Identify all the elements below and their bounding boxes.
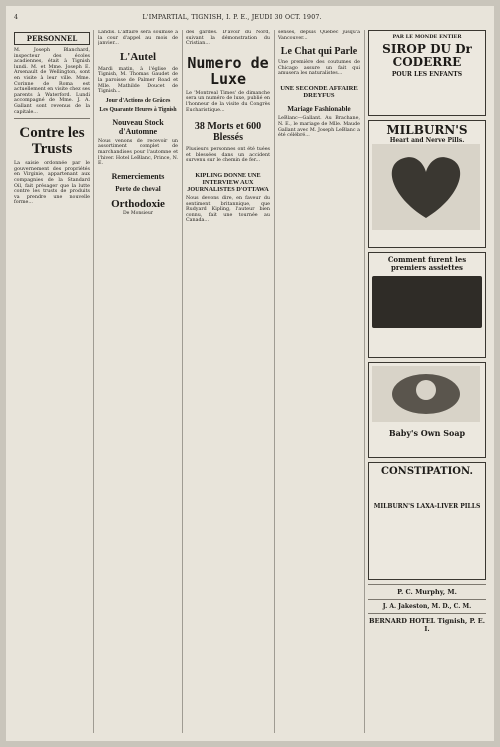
column-2 bbox=[98, 30, 178, 733]
baby-soap-title: Baby's Own Soap bbox=[388, 428, 466, 438]
constipation-ad bbox=[368, 462, 486, 580]
chat-heading: Le Chat qui Parle bbox=[280, 46, 358, 58]
stock-heading: Nouveau Stock d'Automne bbox=[112, 117, 164, 136]
heart-illustration bbox=[372, 144, 480, 230]
soap-illustration bbox=[372, 366, 480, 422]
personnel-heading: PERSONNEL bbox=[14, 32, 90, 45]
kipling-heading: KIPLING DONNE UNE INTERVIEW AUX JOURNALISTES D'OTTAWA bbox=[187, 171, 269, 193]
bernard-hotel-notice: BERNARD HOTEL Tignish, P. E. I. bbox=[368, 617, 486, 633]
milburn-heart-ad bbox=[368, 120, 486, 248]
masthead-line: L'IMPARTIAL, TIGNISH, I. P. E., JEUDI 30 OCT. 1907. bbox=[142, 14, 322, 21]
coderre-ad bbox=[368, 30, 486, 116]
coderre-main: SIROP DU Dr CODERRE bbox=[382, 42, 472, 69]
chat-body: Une première des coutumes de Chicago assure un fait qui amusera les naturalistes... bbox=[278, 60, 360, 77]
plates-ad bbox=[368, 252, 486, 358]
constipation-title: CONSTIPATION. bbox=[381, 466, 473, 477]
autel-heading: L'Autel bbox=[119, 50, 157, 63]
newspaper-page bbox=[6, 6, 494, 741]
numero-body: Le 'Montreal Times' de dimanche sera un numéro de luxe, publié en l'honneur de la visite du Congrès Eucharistique... bbox=[186, 90, 270, 113]
section-heading: Contre les Trusts bbox=[19, 125, 85, 158]
perte-heading: Perte de cheval bbox=[115, 184, 161, 193]
orthodoxie-subheading: De Monsieur bbox=[123, 210, 153, 216]
morts-heading: 38 Morts et 600 Blessés bbox=[194, 121, 262, 144]
col2-lead: Landis. L'affaire sera soumise à la cour d'appel au mois de janvier... bbox=[98, 30, 178, 47]
stock-body: Nous venons de recevoir un assortiment complet de marchandises pour l'automne et l'hiver. Hotel LeBlanc, Prince, N. E. bbox=[98, 138, 178, 167]
affaire-heading: UNE SECONDE AFFAIRE DREYFUS bbox=[280, 84, 358, 100]
kipling-body: Nous devons dire, en faveur du sentiment britannique, que Rudyard Kipling, l'auteur bien connu, fait une tournée au Canada... bbox=[186, 195, 270, 224]
baby-soap-ad bbox=[368, 362, 486, 458]
personnel-body: M. Joseph Blanchard, inspecteur des écoles acadiennes, était à Tignish lundi. M. et Mme. Joseph E. Arsenault de Wellington, sont en visite à leur ville. Mme. Corinne de Roma est actuellement en visite chez ses parents à Waterford. Lundi accompagné de Mme. J. A. Gallant sont revenus de la capitale... bbox=[14, 48, 90, 115]
mariage-body: LeBlanc—Gallant. Au Brachane, N. E., le mariage de Mlle. Maude Gallant avec M. Joseph LeBlanc a été célébré... bbox=[278, 116, 360, 139]
milburn-sub: Heart and Nerve Pills. bbox=[389, 137, 465, 144]
autel-body: Mardi matin, à l'église de Tignish, M. Thomas Gaudet de la paroisse de Palmer Road et Mlle. Mathilde Doucet de Tignish... bbox=[98, 66, 178, 95]
plates-image bbox=[372, 276, 482, 328]
column-3 bbox=[186, 30, 270, 733]
milburn-title: MILBURN'S bbox=[386, 123, 468, 137]
orthodoxie-heading: Orthodoxie bbox=[111, 197, 165, 210]
laxa-liver-title: MILBURN'S LAXA-LIVER PILLS bbox=[373, 503, 481, 510]
mariage-heading: Mariage Fashionable bbox=[287, 105, 351, 114]
quarante-heading: Les Quarante Heures à Tignish bbox=[99, 106, 177, 113]
numero-heading: Numero de Luxe bbox=[187, 53, 269, 88]
plates-title: Comment furent les premiers assiettes bbox=[387, 255, 467, 272]
col3-lead: des gardes. D'avoir du Nord, suivant la démonstration du Cristian... bbox=[186, 30, 270, 47]
column-5 bbox=[368, 30, 486, 733]
coderre-top: PAR LE MONDE ENTIER bbox=[392, 34, 462, 40]
murphy-notice: P. C. Murphy, M. bbox=[397, 588, 457, 596]
jakeston-notice: J. A. Jakeston, M. D., C. M. bbox=[382, 603, 472, 610]
coderre-sub: POUR LES ENFANTS bbox=[391, 71, 463, 78]
morts-body: Plusieurs personnes ont été tuées et blessées dans un accident survenu sur le chemin de fer... bbox=[186, 147, 270, 164]
column-4 bbox=[278, 30, 360, 733]
page-number: 4 bbox=[14, 14, 19, 21]
section-body: La saisie ordonnée par le gouvernement des propriétés en Virginie, appartenant aux compagnies de la Standard Oil, fait présager que la lutte contre les trusts de produits va prendre une nouvelle forme... bbox=[14, 161, 90, 206]
col4-lead: sensés, depuis Québec jusqu'à Vancouver... bbox=[278, 30, 360, 41]
column-1 bbox=[14, 30, 90, 733]
remerciements-heading: Remerciements bbox=[111, 171, 165, 181]
graces-heading: Jour d'Actions de Grâces bbox=[105, 97, 171, 104]
page-header bbox=[14, 14, 486, 26]
